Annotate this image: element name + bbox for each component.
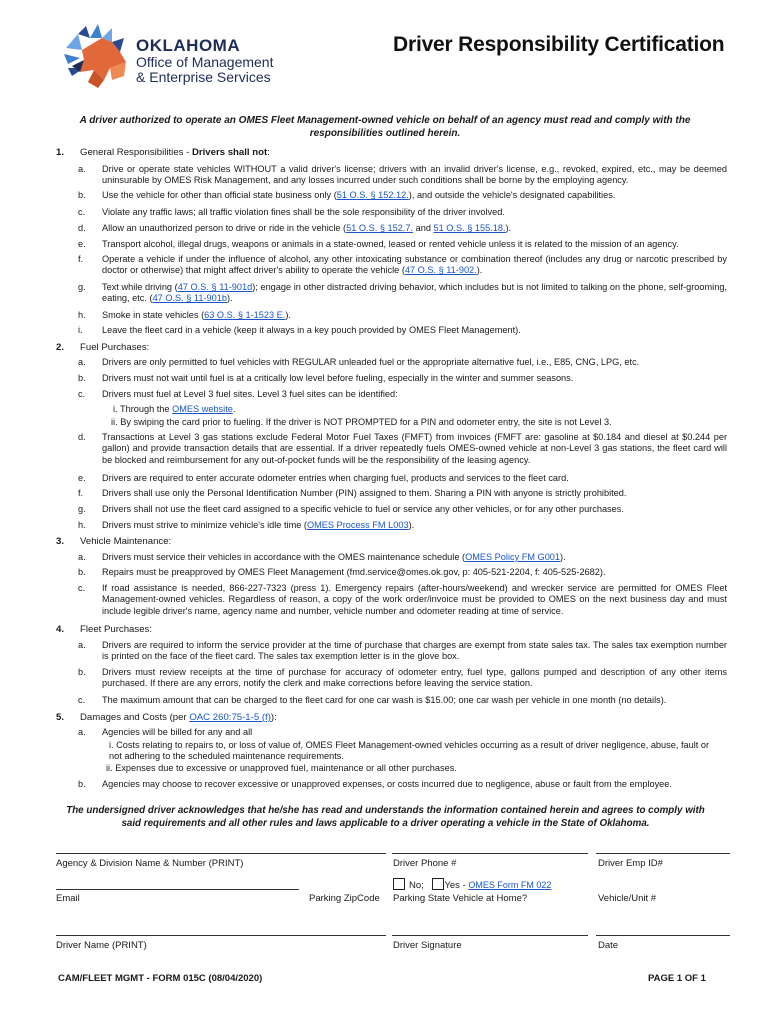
email-label: Email bbox=[56, 893, 80, 904]
emp-id-field-line[interactable] bbox=[596, 853, 730, 854]
yes-checkbox[interactable] bbox=[432, 878, 444, 890]
section-number: 4. bbox=[56, 624, 65, 635]
zip-label: Parking ZipCode bbox=[309, 893, 380, 904]
emp-id-label: Driver Emp ID# bbox=[598, 858, 663, 869]
sub-item: ii. By swiping the card prior to fueling. If the driver is NOT PROMPTED for a PIN and odometer entry, the site is not Level 3. bbox=[111, 417, 612, 427]
org-subtitle bbox=[136, 55, 273, 85]
section-number: 2. bbox=[56, 342, 65, 353]
acknowledgment-text: The undersigned driver acknowledges that he/she has read and understands the information contained herein and agrees to comply with said requirements and all other rules and laws applicable to a driver operating a vehicle in the State of Oklahoma. bbox=[66, 805, 705, 829]
date-field-line[interactable] bbox=[596, 935, 730, 936]
statute-link[interactable]: 51 O.S. § 152.7. bbox=[346, 223, 414, 233]
vehicle-label: Vehicle/Unit # bbox=[598, 893, 657, 904]
statute-link[interactable]: 47 O.S. § 11-902. bbox=[404, 265, 477, 276]
statute-link[interactable]: 63 O.S. § 1-1523 E. bbox=[204, 310, 286, 320]
process-link[interactable]: OMES Process FM L003 bbox=[306, 520, 409, 530]
signature-label: Driver Signature bbox=[393, 940, 462, 951]
intro-text: A driver authorized to operate an OMES Fleet Management-owned vehicle on behalf of an agency must read and comply with the responsibilities outlined herein. bbox=[79, 115, 691, 139]
statute-link[interactable]: 51 O.S. § 152.12. bbox=[336, 190, 409, 200]
phone-label: Driver Phone # bbox=[393, 858, 457, 869]
section-number: 5. bbox=[56, 712, 65, 723]
no-label: No; bbox=[409, 880, 424, 891]
phone-field-line[interactable] bbox=[392, 853, 588, 854]
org-line2: Office of Management bbox=[136, 54, 274, 70]
section-number: 3. bbox=[56, 536, 65, 547]
omes-form-link[interactable]: OMES Form FM 022 bbox=[468, 880, 552, 890]
sub-item: i. Costs relating to repairs to, or loss of value of, OMES Fleet Management-owned vehicles occurring as a result of driver negligence, abuse, fault or not adhering to the scheduled maintenance requirements. bbox=[109, 740, 710, 762]
agency-field-line[interactable] bbox=[56, 853, 386, 854]
sub-item: ii. Expenses due to excessive or unapproved fuel, maintenance or all other purchases. bbox=[106, 763, 457, 773]
email-field-line[interactable] bbox=[56, 889, 299, 890]
page-title: Driver Responsibility Certification bbox=[393, 33, 725, 56]
section-title: Damages and Costs (per OAC 260:75-1-5 (f)): bbox=[80, 712, 277, 723]
org-name: OKLAHOMA bbox=[136, 36, 241, 55]
parking-label: Parking State Vehicle at Home? bbox=[393, 893, 528, 904]
section-title: Fleet Purchases: bbox=[80, 624, 152, 635]
omes-website-link[interactable]: OMES website bbox=[172, 404, 233, 414]
section-title: Fuel Purchases: bbox=[80, 342, 150, 353]
signature-field-line[interactable] bbox=[392, 935, 588, 936]
policy-link[interactable]: OMES Policy FM G001 bbox=[465, 552, 561, 562]
section-title: General Responsibilities - Drivers shall not: bbox=[80, 147, 270, 158]
name-field-line[interactable] bbox=[56, 935, 386, 936]
date-label: Date bbox=[598, 940, 619, 951]
yes-label: Yes - bbox=[444, 880, 469, 891]
section-title: Vehicle Maintenance: bbox=[80, 536, 172, 547]
driver-name-label: Driver Name (PRINT) bbox=[56, 940, 147, 951]
no-checkbox[interactable] bbox=[393, 878, 405, 890]
section-number: 1. bbox=[56, 147, 65, 158]
form-number: CAM/FLEET MGMT - FORM 015C (08/04/2020) bbox=[58, 973, 263, 984]
sub-item: i. Through the OMES website. bbox=[113, 404, 236, 414]
oac-link[interactable]: OAC 260:75-1-5 (f) bbox=[189, 712, 271, 723]
agency-label: Agency & Division Name & Number (PRINT) bbox=[56, 858, 244, 869]
page-number: PAGE 1 OF 1 bbox=[648, 973, 706, 984]
statute-link[interactable]: 47 O.S. § 11-901d bbox=[177, 282, 253, 292]
parking-options bbox=[393, 878, 551, 891]
omes-logo bbox=[64, 24, 130, 90]
org-line3: & Enterprise Services bbox=[136, 69, 271, 85]
statute-link[interactable]: 51 O.S. § 155.18. bbox=[433, 223, 506, 233]
statute-link[interactable]: 47 O.S. § 11-901b bbox=[152, 293, 227, 304]
